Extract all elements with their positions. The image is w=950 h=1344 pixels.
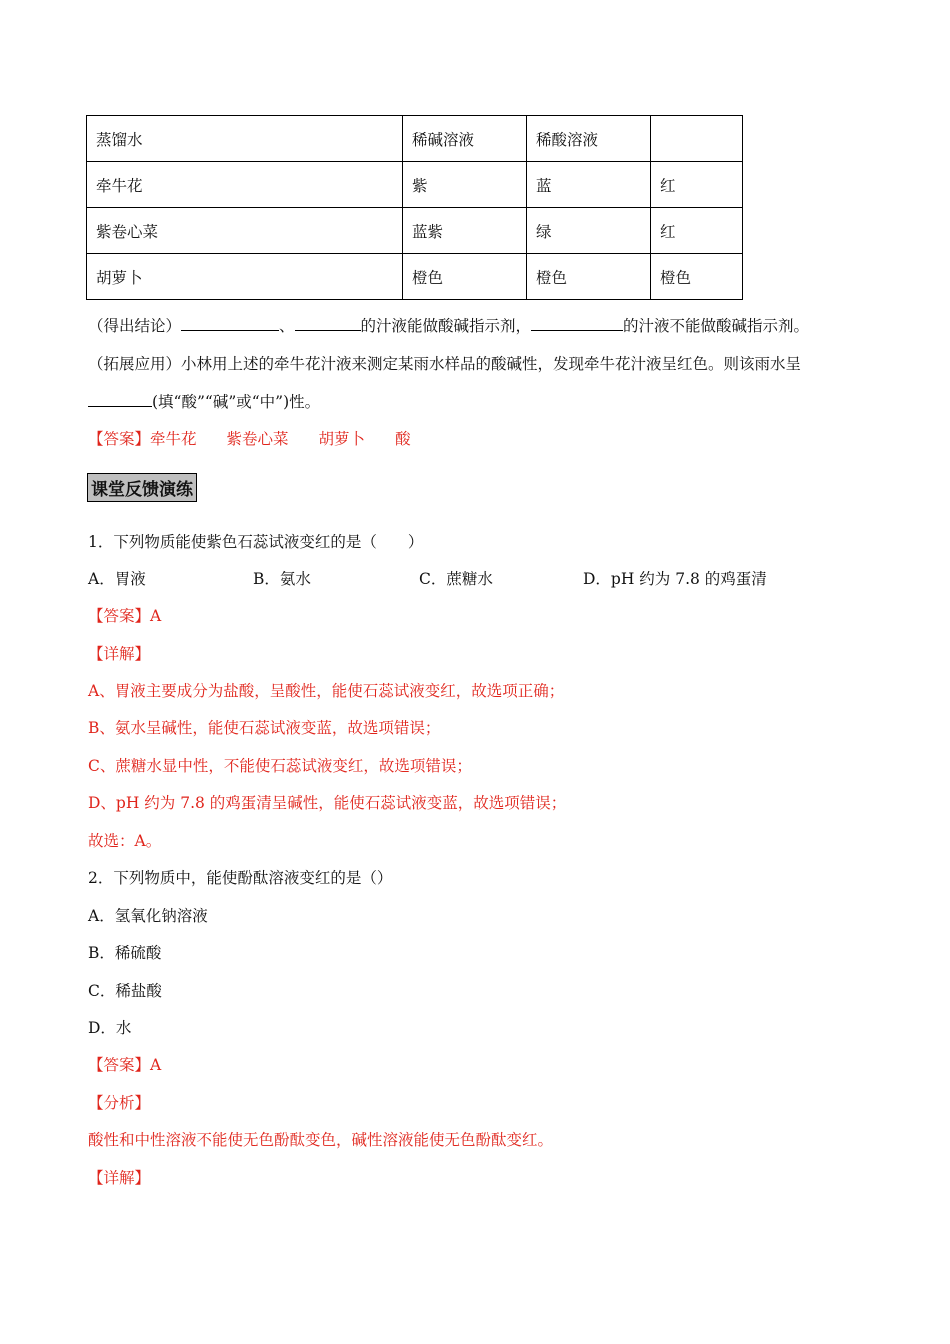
answer-item: 紫卷心菜	[226, 430, 289, 448]
table-cell: 蒸馏水	[87, 116, 403, 162]
q1-detail-5: 故选：A。	[88, 832, 162, 850]
q1-answer-value: A	[150, 607, 162, 625]
q2-analysis: 酸性和中性溶液不能使无色酚酞变色，碱性溶液能使无色酚酞变红。	[88, 1131, 554, 1149]
q1-detail-1: A、胃液主要成分为盐酸，呈酸性，能使石蕊试液变红，故选项正确；	[88, 682, 565, 700]
q2-option-c: C．稀盐酸	[88, 982, 162, 1000]
blank-2	[295, 316, 361, 331]
table-cell: 胡萝卜	[87, 254, 403, 300]
q1-answer	[88, 604, 161, 626]
q2-answer	[88, 1053, 161, 1075]
q1-answer-label: 【答案】	[88, 607, 151, 625]
answer-line	[88, 427, 411, 449]
conclusion-line	[88, 314, 809, 336]
conclusion-prefix: （得出结论）	[88, 317, 182, 335]
table-row	[87, 254, 743, 300]
conclusion-suffix: 的汁液不能做酸碱指示剂。	[623, 317, 810, 335]
table-cell: 紫卷心菜	[87, 208, 403, 254]
answer-item: 酸	[395, 430, 411, 448]
table-cell: 紫	[403, 162, 527, 208]
indicator-table	[86, 115, 743, 300]
q1-option-a: A．胃液	[88, 570, 146, 588]
table-cell: 红	[651, 208, 743, 254]
q1-option-c: C．蔗糖水	[419, 570, 493, 588]
table-cell: 蓝	[527, 162, 651, 208]
q1-detail-3: C、蔗糖水显中性，不能使石蕊试液变红，故选项错误；	[88, 757, 472, 775]
conclusion-mid: 的汁液能做酸碱指示剂，	[360, 317, 532, 335]
q2-detail-label: 【详解】	[88, 1169, 151, 1187]
table-row	[87, 162, 743, 208]
blank-4	[88, 392, 152, 407]
q2-option-b: B．稀硫酸	[88, 944, 162, 962]
q1-detail-4: D、pH 约为 7.8 的鸡蛋清呈碱性，能使石蕊试液变蓝，故选项错误；	[88, 794, 567, 812]
conclusion-sep: 、	[279, 317, 295, 335]
section-title: 课堂反馈演练	[87, 473, 197, 502]
q2-stem: 2．下列物质中，能使酚酞溶液变红的是（）	[88, 869, 393, 887]
table-cell	[651, 116, 743, 162]
q1-detail-label: 【详解】	[88, 645, 151, 663]
q1-detail-2: B、氨水呈碱性，能使石蕊试液变蓝，故选项错误；	[88, 719, 441, 737]
answer-label: 【答案】	[88, 430, 151, 448]
answer-item: 胡萝卜	[318, 430, 366, 448]
blank-1	[181, 316, 279, 331]
table-cell: 稀碱溶液	[403, 116, 527, 162]
table-cell: 绿	[527, 208, 651, 254]
table-cell: 橙色	[527, 254, 651, 300]
table-cell: 稀酸溶液	[527, 116, 651, 162]
application-line-1: （拓展应用）小林用上述的牵牛花汁液来测定某雨水样品的酸碱性，发现牵牛花汁液呈红色。则该雨水呈	[88, 355, 802, 373]
table-cell: 红	[651, 162, 743, 208]
q1-option-d: D．pH 约为 7.8 的鸡蛋清	[583, 570, 767, 588]
application-line-2	[88, 390, 320, 412]
q1-stem: 1．下列物质能使紫色石蕊试液变红的是（ ）	[88, 533, 424, 551]
q2-answer-label: 【答案】	[88, 1056, 151, 1074]
table-row	[87, 208, 743, 254]
table-row	[87, 116, 743, 162]
q2-option-d: D．水	[88, 1019, 132, 1037]
table-cell: 橙色	[651, 254, 743, 300]
q2-option-a: A．氢氧化钠溶液	[88, 907, 208, 925]
answer-item: 牵牛花	[150, 430, 197, 448]
table-cell: 蓝紫	[403, 208, 527, 254]
blank-3	[531, 316, 623, 331]
q1-option-b: B．氨水	[253, 570, 311, 588]
application-suffix: (填“酸”“碱”或“中”)性。	[152, 393, 321, 411]
table-cell: 橙色	[403, 254, 527, 300]
q2-analysis-label: 【分析】	[88, 1094, 151, 1112]
q2-answer-value: A	[150, 1056, 162, 1074]
table-cell: 牵牛花	[87, 162, 403, 208]
